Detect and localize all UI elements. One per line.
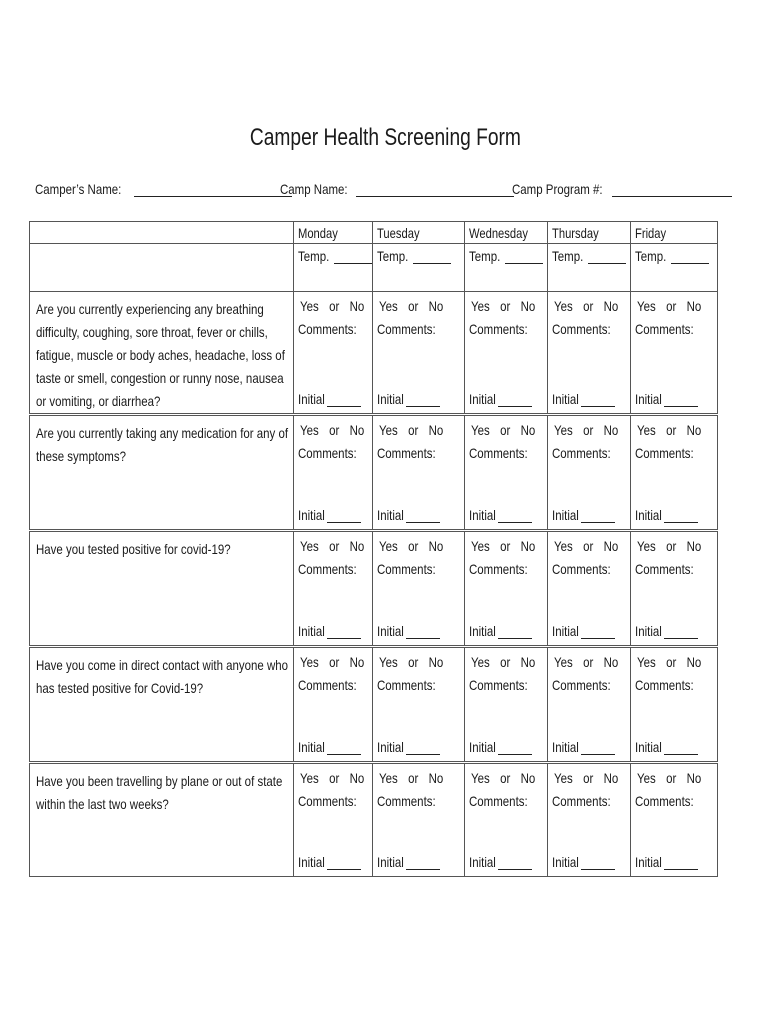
day-header-thursday: Thursday <box>548 222 631 244</box>
initial-field[interactable]: Initial <box>635 854 698 870</box>
yes-option[interactable]: Yes <box>379 422 398 438</box>
no-option[interactable]: No <box>520 538 536 554</box>
no-option[interactable]: No <box>520 422 536 438</box>
initial-line[interactable] <box>664 510 698 523</box>
comments-field[interactable]: Comments: <box>298 445 357 461</box>
initial-line[interactable] <box>664 742 698 755</box>
comments-field[interactable]: Comments: <box>552 561 611 577</box>
or-text: or <box>666 298 677 314</box>
initial-line[interactable] <box>581 510 615 523</box>
no-option[interactable]: No <box>520 770 536 786</box>
answer-cell[interactable] <box>465 292 548 415</box>
question-text: Are you currently taking any medication for any of these symptoms? <box>36 425 289 464</box>
yes-or-no-choice[interactable] <box>298 422 366 438</box>
yes-or-no-choice[interactable] <box>469 298 537 314</box>
yes-or-no-choice[interactable] <box>635 654 703 670</box>
question-text: Have you tested positive for covid-19? <box>36 541 231 557</box>
comments-field[interactable]: Comments: <box>298 793 357 809</box>
initial-field[interactable]: Initial <box>298 391 361 407</box>
initial-field[interactable]: Initial <box>635 623 698 639</box>
yes-or-no-choice[interactable] <box>552 770 620 786</box>
temp-cell[interactable]: Temp. <box>548 244 631 292</box>
initial-line[interactable] <box>498 394 532 407</box>
question-text: Are you currently experiencing any breathing difficulty, coughing, sore throat, fever or chills, fatigue, muscle or body aches, headache, loss of taste or smell, congestion or runny nose, nausea or vomiting, or diarrhea? <box>36 301 285 409</box>
initial-field[interactable]: Initial <box>469 391 532 407</box>
yes-option[interactable]: Yes <box>637 654 656 670</box>
comments-field[interactable]: Comments: <box>635 561 694 577</box>
day-header-wednesday: Wednesday <box>465 222 548 244</box>
camp-name-label: Camp Name: <box>280 181 348 197</box>
comments-field[interactable]: Comments: <box>469 445 528 461</box>
initial-line[interactable] <box>406 857 440 870</box>
yes-option[interactable]: Yes <box>379 770 398 786</box>
no-option[interactable]: No <box>686 654 702 670</box>
day-header-tuesday: Tuesday <box>373 222 465 244</box>
no-option[interactable]: No <box>520 654 536 670</box>
no-option[interactable]: No <box>428 654 444 670</box>
yes-or-no-choice[interactable] <box>635 422 703 438</box>
comments-field[interactable]: Comments: <box>377 321 436 337</box>
initial-field[interactable]: Initial <box>552 739 615 755</box>
answer-cell[interactable] <box>294 647 373 763</box>
initial-line[interactable] <box>406 742 440 755</box>
comments-field[interactable]: Comments: <box>377 677 436 693</box>
temp-cell[interactable]: Temp. <box>373 244 465 292</box>
or-text: or <box>583 770 594 786</box>
question-row <box>30 763 718 877</box>
or-text: or <box>500 538 511 554</box>
yes-or-no-choice[interactable] <box>635 298 703 314</box>
yes-or-no-choice[interactable] <box>552 422 620 438</box>
initial-line[interactable] <box>581 394 615 407</box>
initial-line[interactable] <box>327 742 361 755</box>
yes-option[interactable]: Yes <box>300 538 319 554</box>
initial-field[interactable]: Initial <box>298 623 361 639</box>
initial-field[interactable]: Initial <box>377 854 440 870</box>
no-option[interactable]: No <box>686 770 702 786</box>
answer-cell[interactable] <box>631 292 718 415</box>
yes-or-no-choice[interactable] <box>298 298 366 314</box>
yes-option[interactable]: Yes <box>471 298 490 314</box>
initial-field[interactable]: Initial <box>635 739 698 755</box>
yes-option[interactable]: Yes <box>637 298 656 314</box>
campers-name-label: Camper’s Name: <box>35 181 122 197</box>
question-row <box>30 531 718 647</box>
initial-field[interactable]: Initial <box>469 854 532 870</box>
answer-cell[interactable] <box>465 647 548 763</box>
answer-cell[interactable] <box>294 763 373 877</box>
comments-field[interactable]: Comments: <box>377 445 436 461</box>
answer-cell[interactable] <box>548 531 631 647</box>
blank-temp-cell <box>30 244 294 292</box>
yes-option[interactable]: Yes <box>554 538 573 554</box>
or-text: or <box>329 770 340 786</box>
yes-option[interactable]: Yes <box>554 422 573 438</box>
yes-or-no-choice[interactable] <box>469 538 537 554</box>
initial-field[interactable]: Initial <box>552 507 615 523</box>
yes-or-no-choice[interactable] <box>635 770 703 786</box>
question-cell <box>30 531 294 647</box>
comments-field[interactable]: Comments: <box>469 677 528 693</box>
camp-name-field[interactable] <box>280 181 514 197</box>
campers-name-line[interactable] <box>134 182 292 197</box>
temp-line[interactable] <box>413 251 451 264</box>
campers-name-field[interactable] <box>35 181 292 197</box>
yes-option[interactable]: Yes <box>637 770 656 786</box>
or-text: or <box>500 422 511 438</box>
no-option[interactable]: No <box>349 770 365 786</box>
no-option[interactable]: No <box>349 298 365 314</box>
question-row <box>30 292 718 415</box>
initial-line[interactable] <box>581 626 615 639</box>
initial-field[interactable]: Initial <box>635 507 698 523</box>
yes-option[interactable]: Yes <box>554 298 573 314</box>
yes-or-no-choice[interactable] <box>635 538 703 554</box>
temp-line[interactable] <box>505 251 543 264</box>
answer-cell[interactable] <box>631 763 718 877</box>
initial-field[interactable]: Initial <box>377 391 440 407</box>
initial-line[interactable] <box>581 742 615 755</box>
answer-cell[interactable] <box>373 647 465 763</box>
yes-option[interactable]: Yes <box>471 654 490 670</box>
temp-line[interactable] <box>334 251 372 264</box>
no-option[interactable]: No <box>603 422 619 438</box>
no-option[interactable]: No <box>603 538 619 554</box>
yes-or-no-choice[interactable] <box>377 298 445 314</box>
initial-line[interactable] <box>406 510 440 523</box>
or-text: or <box>500 298 511 314</box>
yes-option[interactable]: Yes <box>554 770 573 786</box>
question-cell <box>30 292 294 415</box>
yes-or-no-choice[interactable] <box>298 770 366 786</box>
initial-line[interactable] <box>327 394 361 407</box>
comments-field[interactable]: Comments: <box>552 677 611 693</box>
temp-cell[interactable]: Temp. <box>294 244 373 292</box>
initial-line[interactable] <box>327 626 361 639</box>
or-text: or <box>329 654 340 670</box>
temp-cell[interactable]: Temp. <box>465 244 548 292</box>
no-option[interactable]: No <box>428 770 444 786</box>
initial-line[interactable] <box>498 626 532 639</box>
comments-field[interactable]: Comments: <box>469 561 528 577</box>
comments-field[interactable]: Comments: <box>298 677 357 693</box>
yes-option[interactable]: Yes <box>379 298 398 314</box>
camp-program-line[interactable] <box>612 182 732 197</box>
camp-program-label: Camp Program #: <box>512 181 603 197</box>
initial-line[interactable] <box>406 394 440 407</box>
or-text: or <box>583 538 594 554</box>
or-text: or <box>583 298 594 314</box>
yes-or-no-choice[interactable] <box>298 654 366 670</box>
yes-option[interactable]: Yes <box>300 770 319 786</box>
answer-cell[interactable] <box>631 531 718 647</box>
blank-header-cell <box>30 222 294 244</box>
or-text: or <box>329 298 340 314</box>
initial-field[interactable]: Initial <box>552 854 615 870</box>
comments-field[interactable]: Comments: <box>298 321 357 337</box>
initial-line[interactable] <box>406 626 440 639</box>
day-header-friday: Friday <box>631 222 718 244</box>
answer-cell[interactable] <box>294 531 373 647</box>
no-option[interactable]: No <box>349 422 365 438</box>
no-option[interactable]: No <box>686 298 702 314</box>
or-text: or <box>408 422 419 438</box>
comments-field[interactable]: Comments: <box>469 793 528 809</box>
yes-or-no-choice[interactable] <box>469 422 537 438</box>
yes-or-no-choice[interactable] <box>377 770 445 786</box>
temp-cell[interactable]: Temp. <box>631 244 718 292</box>
yes-option[interactable]: Yes <box>300 654 319 670</box>
no-option[interactable]: No <box>428 422 444 438</box>
initial-field[interactable]: Initial <box>377 739 440 755</box>
answer-cell[interactable] <box>373 763 465 877</box>
answer-cell[interactable] <box>465 415 548 531</box>
initial-field[interactable]: Initial <box>635 391 698 407</box>
initial-field[interactable]: Initial <box>552 623 615 639</box>
answer-cell[interactable] <box>294 415 373 531</box>
initial-field[interactable]: Initial <box>377 623 440 639</box>
initial-line[interactable] <box>498 510 532 523</box>
initial-field[interactable]: Initial <box>552 391 615 407</box>
or-text: or <box>408 770 419 786</box>
answer-cell[interactable] <box>373 415 465 531</box>
or-text: or <box>583 654 594 670</box>
comments-field[interactable]: Comments: <box>377 561 436 577</box>
yes-option[interactable]: Yes <box>637 422 656 438</box>
yes-option[interactable]: Yes <box>379 538 398 554</box>
answer-cell[interactable] <box>465 531 548 647</box>
answer-cell[interactable] <box>631 647 718 763</box>
camp-name-line[interactable] <box>356 182 514 197</box>
screening-table <box>29 221 718 877</box>
initial-line[interactable] <box>581 857 615 870</box>
initial-field[interactable]: Initial <box>469 739 532 755</box>
question-row <box>30 415 718 531</box>
question-cell <box>30 647 294 763</box>
no-option[interactable]: No <box>520 298 536 314</box>
answer-cell[interactable] <box>548 415 631 531</box>
yes-or-no-choice[interactable] <box>469 654 537 670</box>
temp-row <box>30 244 718 292</box>
no-option[interactable]: No <box>428 538 444 554</box>
comments-field[interactable]: Comments: <box>552 793 611 809</box>
comments-field[interactable]: Comments: <box>635 321 694 337</box>
yes-option[interactable]: Yes <box>471 422 490 438</box>
comments-field[interactable]: Comments: <box>298 561 357 577</box>
initial-line[interactable] <box>327 857 361 870</box>
yes-or-no-choice[interactable] <box>377 538 445 554</box>
or-text: or <box>666 770 677 786</box>
question-row <box>30 647 718 763</box>
answer-cell[interactable] <box>631 415 718 531</box>
camp-program-field[interactable] <box>512 181 732 197</box>
comments-field[interactable]: Comments: <box>635 445 694 461</box>
initial-field[interactable]: Initial <box>298 507 361 523</box>
no-option[interactable]: No <box>686 422 702 438</box>
or-text: or <box>500 654 511 670</box>
question-cell <box>30 763 294 877</box>
initial-line[interactable] <box>498 857 532 870</box>
answer-cell[interactable] <box>548 763 631 877</box>
or-text: or <box>583 422 594 438</box>
or-text: or <box>666 538 677 554</box>
no-option[interactable]: No <box>686 538 702 554</box>
yes-option[interactable]: Yes <box>300 422 319 438</box>
yes-option[interactable]: Yes <box>554 654 573 670</box>
no-option[interactable]: No <box>603 654 619 670</box>
day-header-monday: Monday <box>294 222 373 244</box>
or-text: or <box>329 422 340 438</box>
yes-option[interactable]: Yes <box>300 298 319 314</box>
yes-or-no-choice[interactable] <box>298 538 366 554</box>
initial-line[interactable] <box>664 626 698 639</box>
or-text: or <box>666 654 677 670</box>
initial-field[interactable]: Initial <box>298 739 361 755</box>
yes-or-no-choice[interactable] <box>377 422 445 438</box>
initial-line[interactable] <box>498 742 532 755</box>
or-text: or <box>408 654 419 670</box>
comments-field[interactable]: Comments: <box>377 793 436 809</box>
yes-option[interactable]: Yes <box>637 538 656 554</box>
no-option[interactable]: No <box>603 770 619 786</box>
answer-cell[interactable] <box>294 292 373 415</box>
no-option[interactable]: No <box>349 654 365 670</box>
answer-cell[interactable] <box>465 763 548 877</box>
answer-cell[interactable] <box>548 292 631 415</box>
initial-field[interactable]: Initial <box>469 507 532 523</box>
day-header-row <box>30 222 718 244</box>
answer-cell[interactable] <box>373 292 465 415</box>
initial-field[interactable]: Initial <box>377 507 440 523</box>
comments-field[interactable]: Comments: <box>635 793 694 809</box>
initial-line[interactable] <box>664 857 698 870</box>
question-text: Have you been travelling by plane or out of state within the last two weeks? <box>36 773 283 812</box>
form-title: Camper Health Screening Form <box>249 124 521 151</box>
yes-option[interactable]: Yes <box>471 538 490 554</box>
yes-option[interactable]: Yes <box>379 654 398 670</box>
temp-line[interactable] <box>588 251 626 264</box>
or-text: or <box>408 298 419 314</box>
initial-field[interactable]: Initial <box>469 623 532 639</box>
or-text: or <box>329 538 340 554</box>
comments-field[interactable]: Comments: <box>635 677 694 693</box>
temp-line[interactable] <box>671 251 709 264</box>
answer-cell[interactable] <box>548 647 631 763</box>
yes-or-no-choice[interactable] <box>469 770 537 786</box>
initial-line[interactable] <box>327 510 361 523</box>
comments-field[interactable]: Comments: <box>552 321 611 337</box>
no-option[interactable]: No <box>603 298 619 314</box>
comments-field[interactable]: Comments: <box>552 445 611 461</box>
yes-or-no-choice[interactable] <box>552 538 620 554</box>
yes-or-no-choice[interactable] <box>377 654 445 670</box>
initial-line[interactable] <box>664 394 698 407</box>
yes-or-no-choice[interactable] <box>552 298 620 314</box>
yes-option[interactable]: Yes <box>471 770 490 786</box>
or-text: or <box>408 538 419 554</box>
answer-cell[interactable] <box>373 531 465 647</box>
no-option[interactable]: No <box>428 298 444 314</box>
comments-field[interactable]: Comments: <box>469 321 528 337</box>
or-text: or <box>500 770 511 786</box>
no-option[interactable]: No <box>349 538 365 554</box>
question-cell <box>30 415 294 531</box>
or-text: or <box>666 422 677 438</box>
initial-field[interactable]: Initial <box>298 854 361 870</box>
yes-or-no-choice[interactable] <box>552 654 620 670</box>
question-text: Have you come in direct contact with anyone who has tested positive for Covid-19? <box>36 657 289 696</box>
